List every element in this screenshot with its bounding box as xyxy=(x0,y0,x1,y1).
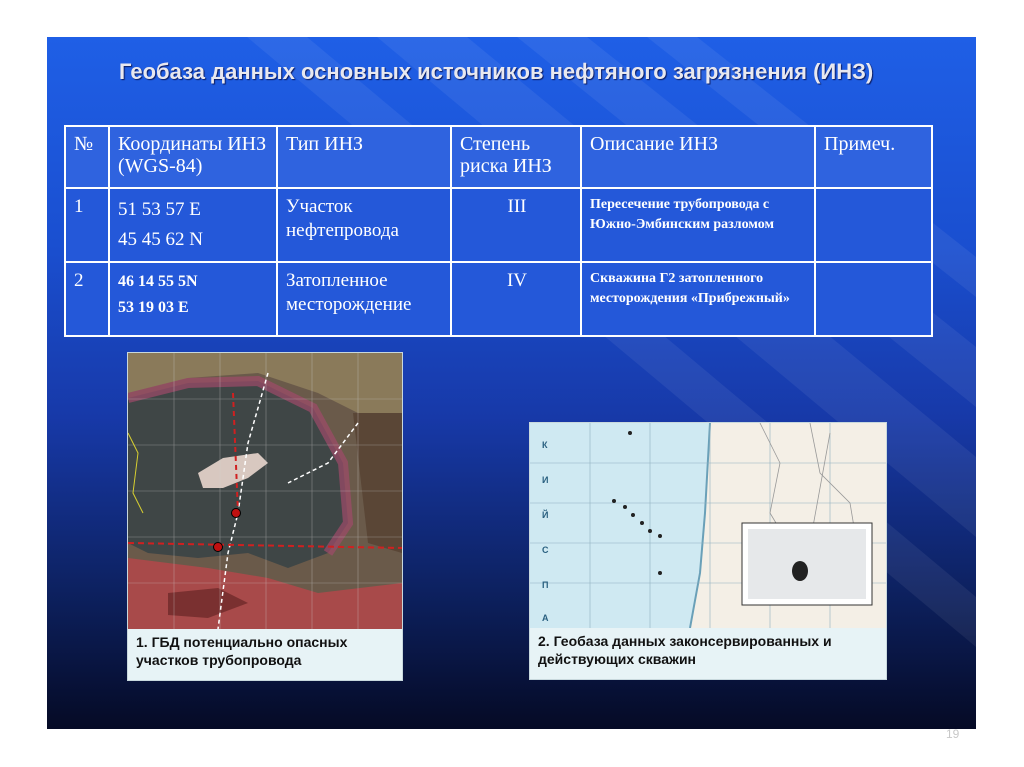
svg-text:И: И xyxy=(542,475,549,485)
coordinate-1: 51 53 57 E xyxy=(118,199,201,220)
info-table xyxy=(64,125,933,337)
row-number: 1 xyxy=(65,188,109,262)
row-note xyxy=(815,262,932,336)
header-risk: Степень риска ИНЗ xyxy=(451,126,581,188)
figure-wells-map xyxy=(529,422,887,680)
row-risk: III xyxy=(451,188,581,262)
coordinate-1: 46 14 55 5N xyxy=(118,273,198,290)
svg-text:Й: Й xyxy=(542,510,549,520)
header-number: № xyxy=(65,126,109,188)
coordinate-2: 53 19 03 E xyxy=(118,299,189,316)
coordinate-2: 45 45 62 N xyxy=(118,229,203,250)
figure-pipeline-map xyxy=(127,352,403,681)
svg-text:К: К xyxy=(542,440,548,450)
wells-map-image xyxy=(530,423,886,628)
row-coordinates xyxy=(109,262,277,336)
row-risk: IV xyxy=(451,262,581,336)
row-note xyxy=(815,188,932,262)
table-header-row xyxy=(65,126,932,188)
svg-text:П: П xyxy=(542,580,549,590)
satellite-map-image xyxy=(128,353,402,629)
figure-caption: 2. Геобаза данных законсервированных и действующих скважин xyxy=(538,633,832,667)
page-number: 19 xyxy=(946,727,960,741)
row-coordinates xyxy=(109,188,277,262)
header-note: Примеч. xyxy=(815,126,932,188)
table-row xyxy=(65,188,932,262)
row-type: Затопленное месторождение xyxy=(277,262,451,336)
slide xyxy=(47,37,976,729)
header-type: Тип ИНЗ xyxy=(277,126,451,188)
slide-title: Геобаза данных основных источников нефтяного загрязнения (ИНЗ) xyxy=(119,59,874,84)
row-number: 2 xyxy=(65,262,109,336)
header-description: Описание ИНЗ xyxy=(581,126,815,188)
row-type: Участок нефтепровода xyxy=(277,188,451,262)
row-description: Скважина Г2 затопленного месторождения «Прибрежный» xyxy=(581,262,815,336)
header-coordinates: Координаты ИНЗ (WGS-84) xyxy=(109,126,277,188)
svg-text:С: С xyxy=(542,545,549,555)
row-description: Пересечение трубопровода с Южно-Эмбинским разломом xyxy=(581,188,815,262)
svg-text:А: А xyxy=(542,613,549,623)
figure-caption: 1. ГБД потенциально опасных участков трубопровода xyxy=(136,634,348,668)
table-row xyxy=(65,262,932,336)
